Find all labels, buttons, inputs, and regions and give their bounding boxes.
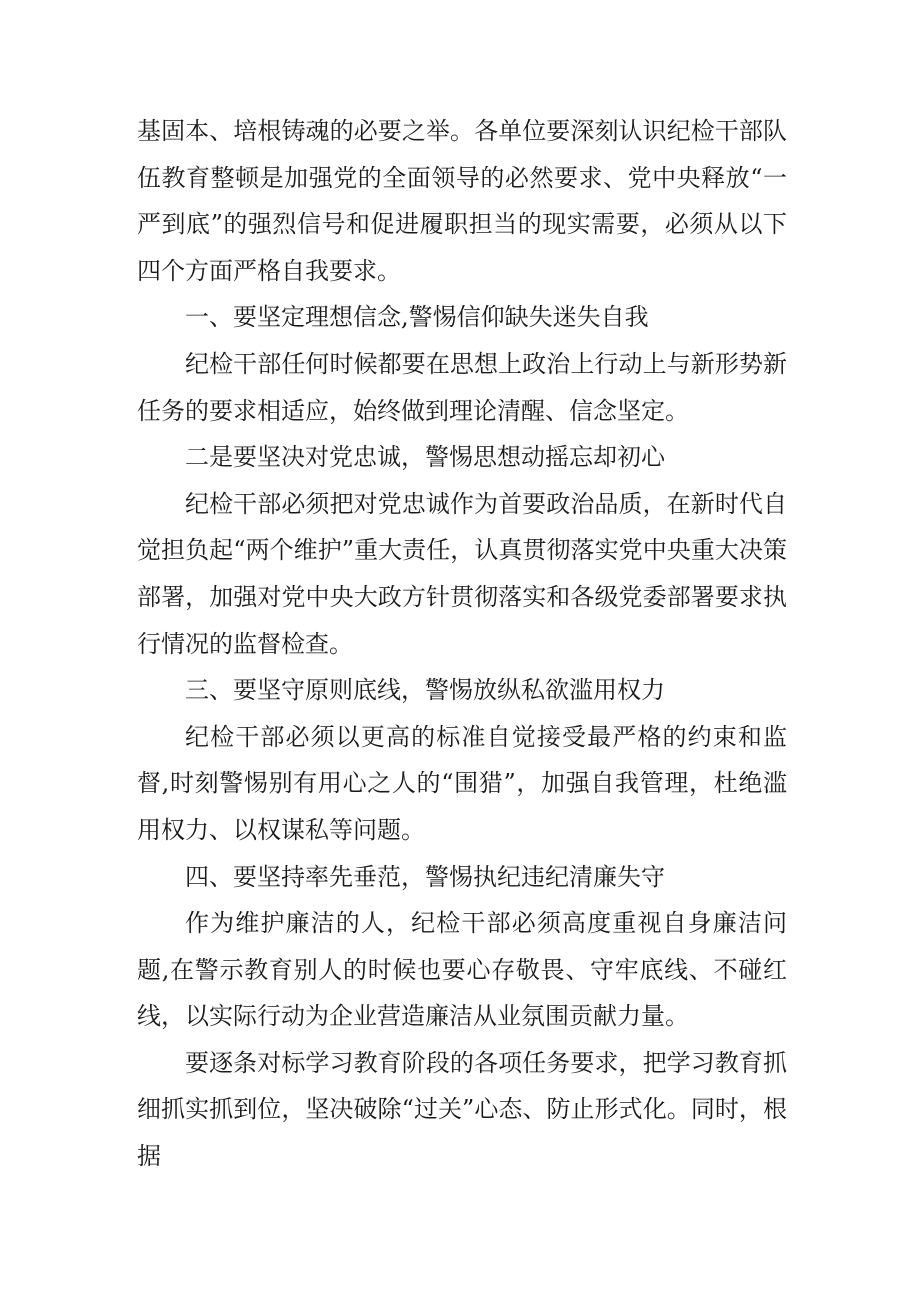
document-page bbox=[137, 108, 787, 1180]
section-heading: 一、要坚定理想信念,警惕信仰缺失迷失自我 bbox=[185, 303, 649, 332]
section-heading: 二是要坚决对党忠诚，警惕思想动摇忘却初心 bbox=[185, 443, 665, 472]
body-paragraph: 作为维护廉洁的人，纪检干部必须高度重视自身廉洁问题,在警示教育别人的时候也要心存敬畏、守牢底线、不碰红线，以实际行动为企业营造廉洁从业氛围贡献力量。 bbox=[137, 909, 787, 1031]
body-paragraph: 基固本、培根铸魂的必要之举。各单位要深刻认识纪检干部队伍教育整顿是加强党的全面领导的必然要求、党中央释放“一严到底”的强烈信号和促进履职担当的现实需要，必须从以下四个方面严格自我要求。 bbox=[137, 117, 787, 285]
section-heading: 三、要坚守原则底线，警惕放纵私欲滥用权力 bbox=[185, 676, 665, 705]
body-paragraph: 要逐条对标学习教育阶段的各项任务要求，把学习教育抓细抓实抓到位，坚决破除“过关”心态、防止形式化。同时，根据 bbox=[137, 1048, 787, 1171]
body-paragraph: 纪检干部任何时候都要在思想上政治上行动上与新形势新任务的要求相适应，始终做到理论清醒、信念坚定。 bbox=[137, 349, 787, 425]
section-heading: 四、要坚持率先垂范，警惕执纪违纪清廉失守 bbox=[185, 862, 665, 891]
body-paragraph: 纪检干部必须以更高的标准自觉接受最严格的约束和监督,时刻警惕别有用心之人的“围猎”，加强自我管理，杜绝滥用权力、以权谋私等问题。 bbox=[137, 722, 787, 844]
body-paragraph: 纪检干部必须把对党忠诚作为首要政治品质，在新时代自觉担负起“两个维护”重大责任，认真贯彻落实党中央重大决策部署，加强对党中央大政方针贯彻落实和各级党委部署要求执行情况的监督检查。 bbox=[137, 489, 787, 658]
